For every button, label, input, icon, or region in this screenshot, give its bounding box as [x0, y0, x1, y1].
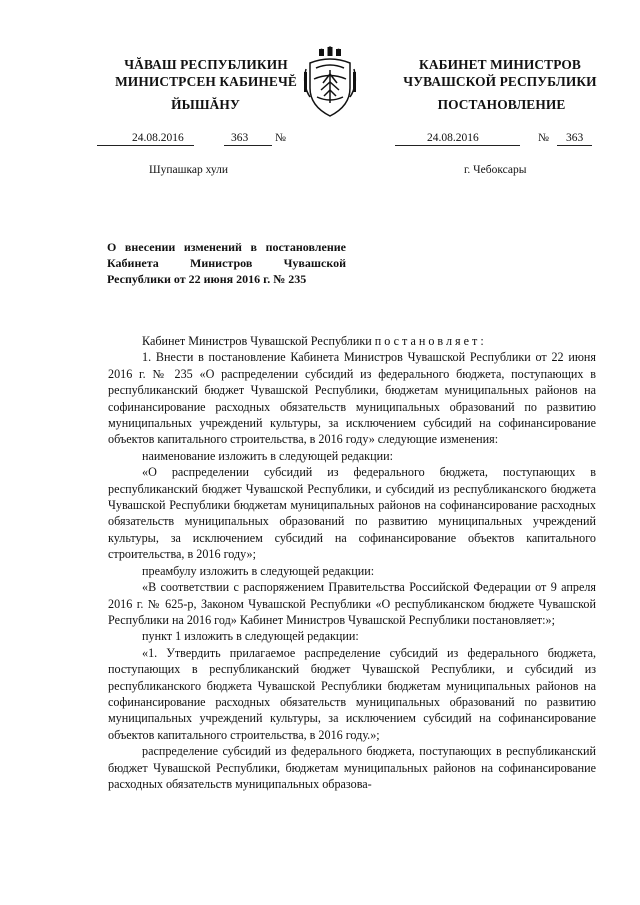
right-document-type: ПОСТАНОВЛЕНИЕ — [437, 97, 566, 112]
left-place: Шупашкар хули — [149, 164, 229, 176]
preamble-paragraph — [108, 333, 596, 349]
right-date: 24.08.2016 — [427, 132, 479, 144]
left-authority-line-2: МИНИСТРСЕН КАБИНЕЧĔ — [115, 74, 297, 89]
preamble-start: Кабинет Министров Чувашской Республики — [142, 334, 375, 348]
right-place: г. Чебоксары — [464, 164, 527, 176]
right-document-number: 363 — [566, 132, 584, 144]
body-paragraph-2: наименование изложить в следующей редакции: — [142, 448, 393, 463]
body-paragraph-7: «1. Утвердить прилагаемое распределение субсидий из федерального бюджета, поступающих в республиканский бюджет Чувашской Республики, и субсидий из республиканского бюджета Чувашской Республики бюджетам муниципальных районов на софинансирование расходных обязательств муниципальных образований по развитию муниципальных учреждений культуры, за исключением субсидий на софинансирование объектов капитального строительства, в 2016 году.»; — [108, 645, 596, 742]
left-authority-line-1: ЧĂВАШ РЕСПУБЛИКИН — [124, 57, 288, 72]
body-paragraph-5: «В соответствии с распоряжением Правительства Российской Федерации от 9 апреля 2016 г. № 625-р, Законом Чувашской Республики «О республиканском бюджете Чувашской Республики на 2016 год» Кабинет Министров Чувашской Республики постановляет:»; — [108, 580, 596, 627]
left-date-underline — [97, 145, 194, 146]
chuvash-coat-of-arms-icon — [299, 45, 361, 119]
left-number-sign: № — [275, 132, 286, 144]
left-date: 24.08.2016 — [132, 132, 184, 144]
document-title: О внесении изменений в постановление Кабинета Министров Чувашской Республики от 22 июня 2016 г. № 235 — [107, 240, 346, 286]
body-paragraph-3: «О распределении субсидий из федерального бюджета, поступающих в республиканский бюджет Чувашской Республики, и субсидий из республиканского бюджета Чувашской Республики бюджетам муниципальных районов на софинансирование расходных обязательств муниципальных образований по развитию муниципальных учреждений культуры, за исключением субсидий на софинансирование объектов капитального строительства, в 2016 году»; — [108, 465, 596, 562]
left-number-underline — [224, 145, 272, 146]
right-authority-line-2: ЧУВАШСКОЙ РЕСПУБЛИКИ — [403, 74, 597, 89]
left-document-type: ЙЫШĂНУ — [171, 97, 240, 112]
document-body — [108, 333, 596, 792]
right-number-underline — [557, 145, 592, 146]
left-document-number: 363 — [231, 132, 249, 144]
right-date-underline — [395, 145, 520, 146]
right-authority-line-1: КАБИНЕТ МИНИСТРОВ — [419, 57, 581, 72]
body-paragraph-1: 1. Внести в постановление Кабинета Министров Чувашской Республики от 22 июня 2016 г. № 235 «О распределении субсидий из федерального бюджета, поступающих в республиканский бюджет Чувашской Республики, бюджетам муниципальных районов на софинансирование расходных обязательств муниципальных образований по развитию муниципальных учреждений культуры, за исключением субсидий на софинансирование объектов капитального строительства, в 2016 году» следующие изменения: — [108, 350, 596, 447]
body-paragraph-4: преамбулу изложить в следующей редакции: — [142, 563, 375, 578]
decree-word: постановляет: — [374, 334, 487, 348]
right-authority-heading — [390, 56, 610, 90]
body-paragraph-8: распределение субсидий из федерального бюджета, поступающих в республиканский бюджет Чувашской Республики, бюджетам муниципальных районов на софинансирование расходных обязательств муниципальных образова- — [108, 744, 596, 791]
right-number-sign: № — [538, 132, 549, 144]
body-paragraph-6: пункт 1 изложить в следующей редакции: — [142, 629, 359, 644]
left-authority-heading — [108, 56, 304, 90]
